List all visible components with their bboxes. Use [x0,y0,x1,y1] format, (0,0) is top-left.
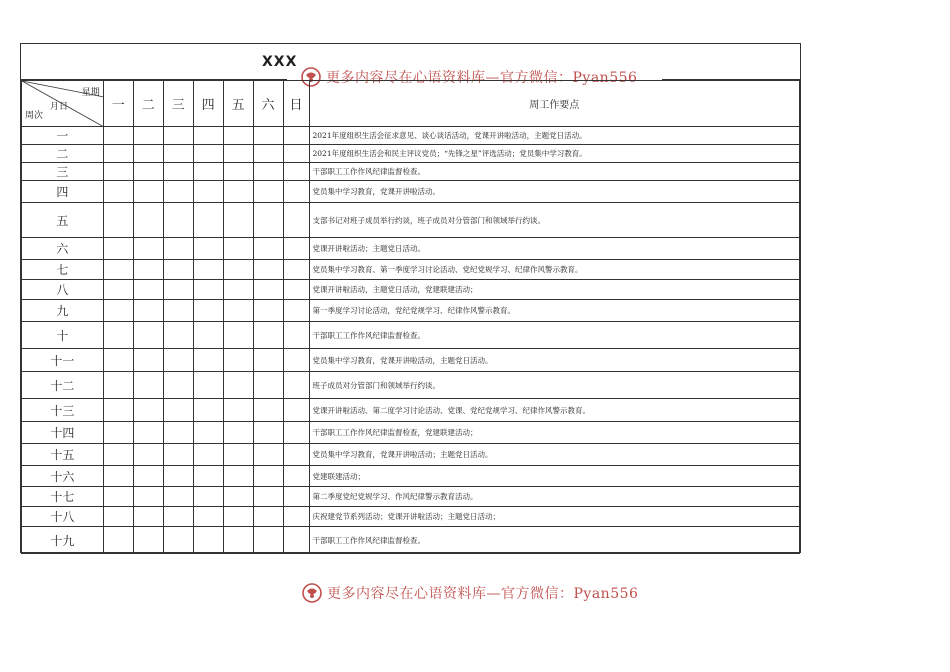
day-cell[interactable] [133,238,163,260]
day-cell[interactable] [223,163,253,181]
day-cell[interactable] [103,422,133,444]
day-cell[interactable] [193,280,223,300]
work-points-header: 周工作要点 [309,81,800,127]
table-row [22,399,800,422]
header-row [22,81,800,127]
week-number-cell: 八 [22,280,104,300]
week-number-cell: 三 [22,163,104,181]
day-cell[interactable] [193,260,223,280]
day-cell[interactable] [103,127,133,145]
day-cell[interactable] [193,163,223,181]
corner-label-weekday: 星期 [81,88,100,98]
week-number-cell: 十五 [22,444,104,466]
table-row [22,349,800,372]
day-cell[interactable] [103,487,133,507]
day-cell[interactable] [103,260,133,280]
table-row [22,127,800,145]
day-header: 一 [103,81,133,127]
day-cell[interactable] [223,322,253,349]
work-point-cell: 党员集中学习教育，党课开讲啦活动。 [309,181,800,203]
day-cell[interactable] [193,399,223,422]
day-cell[interactable] [253,145,283,163]
table-row [22,527,800,554]
day-cell[interactable] [223,466,253,487]
day-cell[interactable] [163,300,193,322]
day-cell[interactable] [133,487,163,507]
day-cell[interactable] [133,280,163,300]
week-number-cell: 十八 [22,507,104,527]
day-cell[interactable] [283,300,309,322]
day-cell[interactable] [163,372,193,399]
day-cell[interactable] [103,527,133,554]
day-cell[interactable] [253,322,283,349]
day-cell[interactable] [103,145,133,163]
week-number-cell: 十六 [22,466,104,487]
week-number-cell: 二 [22,145,104,163]
day-cell[interactable] [223,145,253,163]
table-row [22,280,800,300]
day-cell[interactable] [283,349,309,372]
day-cell[interactable] [133,163,163,181]
day-cell[interactable] [283,399,309,422]
day-header: 六 [253,81,283,127]
day-cell[interactable] [283,238,309,260]
day-cell[interactable] [223,487,253,507]
day-cell[interactable] [133,349,163,372]
day-cell[interactable] [253,300,283,322]
day-cell[interactable] [253,487,283,507]
work-point-cell: 党课开讲啦活动、第二度学习讨论活动、党课、党纪党规学习、纪律作风警示教育。 [309,399,800,422]
day-cell[interactable] [223,527,253,554]
day-cell[interactable] [163,181,193,203]
watermark-bottom [301,582,638,604]
week-number-cell: 七 [22,260,104,280]
day-cell[interactable] [163,260,193,280]
table-row [22,260,800,280]
title-bar [21,44,800,86]
day-cell[interactable] [163,527,193,554]
work-point-cell: 干部职工工作作风纪律监督检查。 [309,527,800,554]
week-number-cell: 一 [22,127,104,145]
week-number-cell: 十七 [22,487,104,507]
day-cell[interactable] [193,527,223,554]
day-header: 五 [223,81,253,127]
day-cell[interactable] [283,507,309,527]
table-row [22,422,800,444]
day-cell[interactable] [193,444,223,466]
day-cell[interactable] [163,322,193,349]
day-cell[interactable] [103,322,133,349]
day-cell[interactable] [223,127,253,145]
week-number-cell: 九 [22,300,104,322]
day-cell[interactable] [223,203,253,238]
schedule-sheet [20,43,801,553]
table-row [22,372,800,399]
day-cell[interactable] [163,399,193,422]
day-cell[interactable] [133,444,163,466]
work-point-cell: 庆祝建党节系列活动；党课开讲啦活动；主题党日活动； [309,507,800,527]
day-cell[interactable] [283,322,309,349]
day-cell[interactable] [193,300,223,322]
day-cell[interactable] [103,238,133,260]
day-cell[interactable] [253,507,283,527]
sheet-title: XXX [262,54,298,70]
table-row [22,145,800,163]
day-cell[interactable] [253,444,283,466]
day-cell[interactable] [103,300,133,322]
day-cell[interactable] [103,203,133,238]
table-row [22,181,800,203]
table-row [22,487,800,507]
day-cell[interactable] [283,203,309,238]
day-cell[interactable] [283,280,309,300]
day-cell[interactable] [283,487,309,507]
day-cell[interactable] [193,322,223,349]
day-cell[interactable] [253,127,283,145]
day-cell[interactable] [253,372,283,399]
work-point-cell: 党课开讲啦活动；主题党日活动。 [309,238,800,260]
day-cell[interactable] [253,203,283,238]
work-point-cell: 支部书记对班子成员举行约谈，班子成员对分管部门和领域举行约谈。 [309,203,800,238]
day-cell[interactable] [133,399,163,422]
week-number-cell: 五 [22,203,104,238]
day-cell[interactable] [133,203,163,238]
day-cell[interactable] [283,444,309,466]
day-cell[interactable] [253,527,283,554]
work-point-cell: 干部职工工作作风纪律监督检查。 [309,322,800,349]
day-cell[interactable] [223,399,253,422]
day-cell[interactable] [223,349,253,372]
day-cell[interactable] [103,466,133,487]
day-cell[interactable] [223,181,253,203]
day-cell[interactable] [283,422,309,444]
day-cell[interactable] [193,507,223,527]
day-cell[interactable] [253,238,283,260]
work-point-cell: 党课开讲啦活动，主题党日活动，党建联建活动； [309,280,800,300]
work-point-cell: 党员集中学习教育，党课开讲啦活动；主题党日活动。 [309,444,800,466]
day-cell[interactable] [163,238,193,260]
day-cell[interactable] [253,280,283,300]
week-number-cell: 六 [22,238,104,260]
week-number-cell: 十二 [22,372,104,399]
day-cell[interactable] [163,444,193,466]
day-cell[interactable] [193,349,223,372]
week-number-cell: 四 [22,181,104,203]
day-cell[interactable] [133,422,163,444]
day-cell[interactable] [283,466,309,487]
day-cell[interactable] [103,507,133,527]
watermark-logo-icon [301,582,323,604]
day-cell[interactable] [163,507,193,527]
day-cell[interactable] [283,145,309,163]
schedule-table [21,80,800,554]
week-number-cell: 十四 [22,422,104,444]
work-point-cell: 2021年度组织生活会征求意见、谈心谈话活动，党课开讲啦活动，主题党日活动。 [309,127,800,145]
work-point-cell: 第二季度党纪党规学习、作风纪律警示教育活动。 [309,487,800,507]
day-cell[interactable] [103,163,133,181]
day-cell[interactable] [163,487,193,507]
day-cell[interactable] [283,181,309,203]
day-cell[interactable] [253,399,283,422]
corner-label-date: 月日 [50,102,69,112]
week-number-cell: 十九 [22,527,104,554]
day-cell[interactable] [103,181,133,203]
day-cell[interactable] [133,260,163,280]
day-header: 四 [193,81,223,127]
day-cell[interactable] [133,466,163,487]
day-header: 日 [283,81,309,127]
day-cell[interactable] [133,527,163,554]
week-number-cell: 十 [22,322,104,349]
corner-label-week: 周次 [25,111,44,121]
day-cell[interactable] [163,349,193,372]
work-point-cell: 2021年度组织生活会和民主评议党员；“先锋之星”评选活动；党员集中学习教育。 [309,145,800,163]
day-cell[interactable] [193,203,223,238]
day-cell[interactable] [223,507,253,527]
day-cell[interactable] [253,260,283,280]
work-point-cell: 党建联建活动； [309,466,800,487]
table-row [22,466,800,487]
day-cell[interactable] [193,487,223,507]
day-cell[interactable] [253,466,283,487]
table-row [22,322,800,349]
day-cell[interactable] [103,399,133,422]
work-point-cell: 党员集中学习教育，党课开讲啦活动，主题党日活动。 [309,349,800,372]
watermark-text: 更多内容尽在心语资料库—官方微信：Pyan556 [327,586,639,602]
day-cell[interactable] [133,322,163,349]
work-point-cell: 干部职工工作作风纪律监督检查，党建联建活动； [309,422,800,444]
day-cell[interactable] [253,422,283,444]
day-cell[interactable] [193,372,223,399]
day-cell[interactable] [223,422,253,444]
day-cell[interactable] [133,300,163,322]
day-cell[interactable] [193,181,223,203]
work-point-cell: 干部职工工作作风纪律监督检查。 [309,163,800,181]
day-cell[interactable] [133,507,163,527]
day-cell[interactable] [133,145,163,163]
work-point-cell: 班子成员对分管部门和领域举行约谈。 [309,372,800,399]
day-cell[interactable] [283,163,309,181]
work-point-cell: 党员集中学习教育、第一季度学习讨论活动、党纪党规学习、纪律作风警示教育。 [309,260,800,280]
day-header: 二 [133,81,163,127]
table-row [22,444,800,466]
day-cell[interactable] [193,127,223,145]
day-header: 三 [163,81,193,127]
table-row [22,300,800,322]
day-cell[interactable] [223,300,253,322]
day-cell[interactable] [283,260,309,280]
day-cell[interactable] [223,444,253,466]
table-row [22,163,800,181]
day-cell[interactable] [253,349,283,372]
table-row [22,203,800,238]
day-cell[interactable] [223,260,253,280]
day-cell[interactable] [193,466,223,487]
day-cell[interactable] [103,349,133,372]
day-cell[interactable] [253,181,283,203]
day-cell[interactable] [163,127,193,145]
week-number-cell: 十一 [22,349,104,372]
day-cell[interactable] [283,372,309,399]
day-cell[interactable] [163,422,193,444]
day-cell[interactable] [103,444,133,466]
day-cell[interactable] [103,372,133,399]
day-cell[interactable] [133,181,163,203]
day-cell[interactable] [193,422,223,444]
day-cell[interactable] [163,280,193,300]
day-cell[interactable] [193,145,223,163]
day-cell[interactable] [103,280,133,300]
day-cell[interactable] [283,527,309,554]
day-cell[interactable] [163,163,193,181]
day-cell[interactable] [223,238,253,260]
work-point-cell: 第一季度学习讨论活动，党纪党规学习、纪律作风警示教育。 [309,300,800,322]
day-cell[interactable] [283,127,309,145]
table-row [22,238,800,260]
day-cell[interactable] [133,127,163,145]
day-cell[interactable] [193,238,223,260]
day-cell[interactable] [223,280,253,300]
day-cell[interactable] [223,372,253,399]
day-cell[interactable] [133,372,163,399]
day-cell[interactable] [163,145,193,163]
corner-header-cell [22,81,104,127]
table-row [22,507,800,527]
day-cell[interactable] [163,466,193,487]
day-cell[interactable] [253,163,283,181]
week-number-cell: 十三 [22,399,104,422]
watermark-text: 更多内容尽在心语资料库—官方微信：Pyan556 [326,70,638,86]
day-cell[interactable] [163,203,193,238]
